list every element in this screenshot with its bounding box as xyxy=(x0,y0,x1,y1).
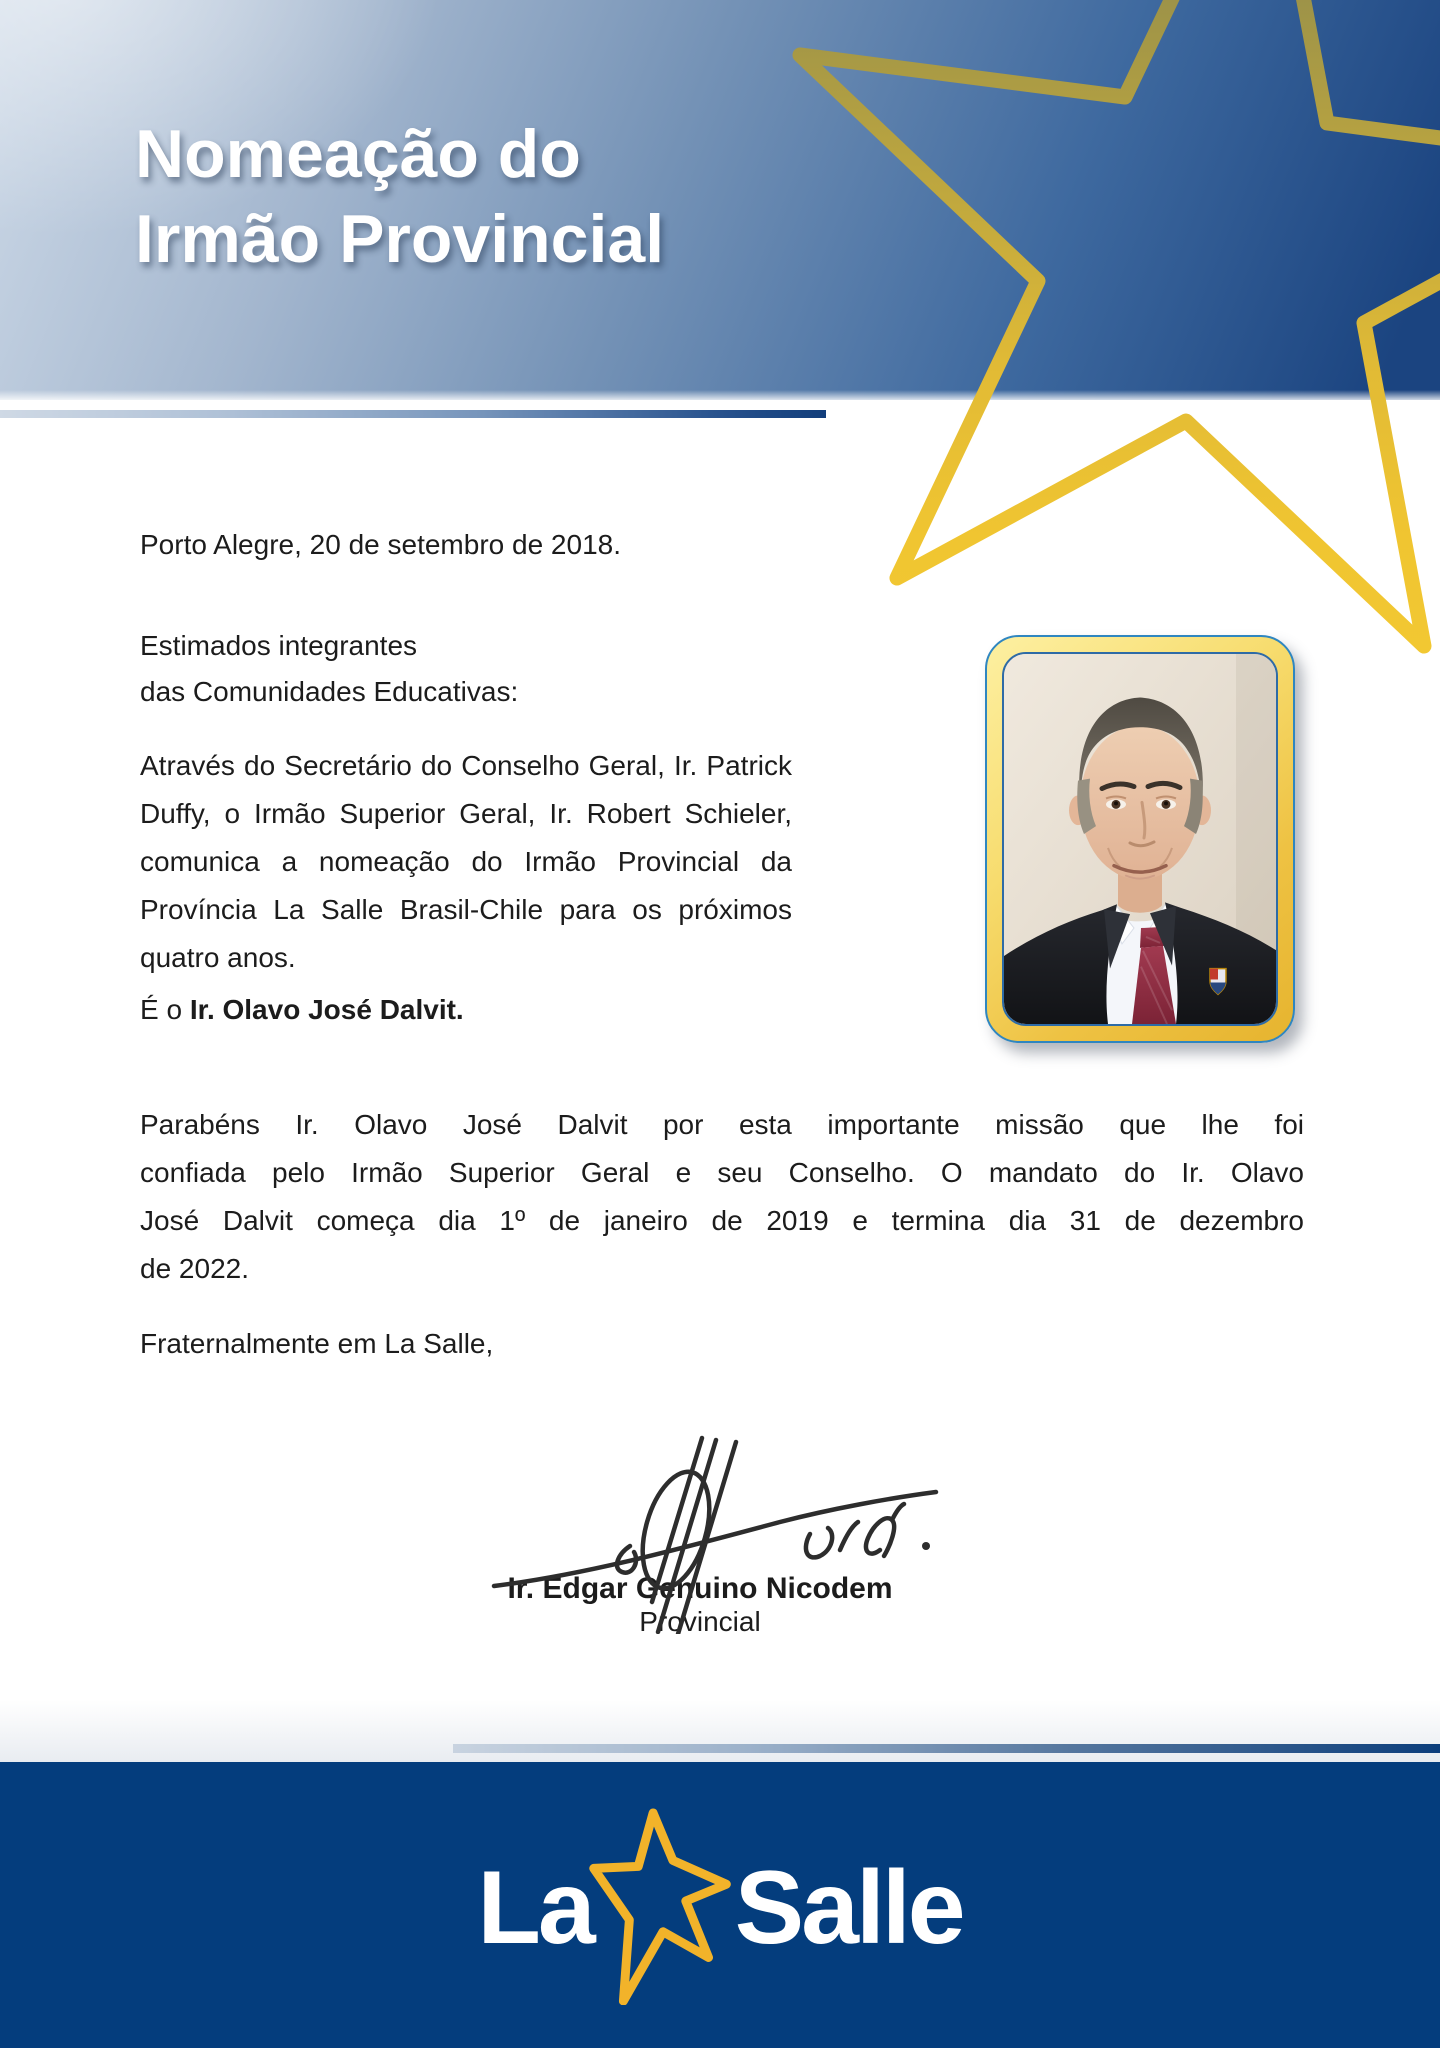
paragraph-2-line: confiada pelo Irmão Superior Geral e seu Conselho. O mandato do Ir. Olavo xyxy=(140,1157,1304,1188)
logo-star-icon xyxy=(589,1807,739,2005)
nominee-name: Ir. Olavo José Dalvit. xyxy=(189,994,464,1025)
title-line-2: Irmão Provincial xyxy=(135,201,665,277)
salutation-line-1: Estimados integrantes xyxy=(140,630,418,661)
paragraph-1-line: Província La Salle Brasil-Chile para os próximos xyxy=(140,894,792,925)
logo-text-la: La xyxy=(477,1850,593,1966)
footer-accent-line xyxy=(453,1744,1440,1753)
salutation-line-2: das Comunidades Educativas: xyxy=(140,676,519,707)
nominee-announcement xyxy=(140,986,464,1034)
footer-band xyxy=(0,1762,1440,2048)
portrait-photo-frame xyxy=(985,635,1295,1043)
header-accent-line xyxy=(0,410,826,418)
portrait-photo xyxy=(1002,652,1278,1026)
paragraph-2 xyxy=(140,1101,1304,1293)
title-line-1: Nomeação do xyxy=(135,116,581,192)
header-banner xyxy=(0,0,1440,400)
la-salle-logo xyxy=(477,1809,962,2007)
signer-name: Ir. Edgar Genuino Nicodem xyxy=(507,1572,893,1605)
paragraph-1 xyxy=(140,742,792,982)
paragraph-1-line: Através do Secretário do Conselho Geral, Ir. Patrick xyxy=(140,750,792,781)
paragraph-2-line: de 2022. xyxy=(140,1253,249,1284)
paragraph-1-line: quatro anos. xyxy=(140,942,296,973)
paragraph-2-line: Parabéns Ir. Olavo José Dalvit por esta importante missão que lhe foi xyxy=(140,1109,1304,1140)
signer-title: Provincial xyxy=(639,1606,761,1637)
page-title xyxy=(135,112,664,282)
closing-line: Fraternalmente em La Salle, xyxy=(140,1328,494,1359)
letter-date: Porto Alegre, 20 de setembro de 2018. xyxy=(140,529,621,560)
announcement-prefix: É o xyxy=(140,994,190,1025)
paragraph-2-line: José Dalvit começa dia 1º de janeiro de 2019 e termina dia 31 de dezembro xyxy=(140,1205,1304,1236)
portrait-illustration xyxy=(1004,654,1276,1024)
salutation xyxy=(140,623,518,715)
paragraph-1-line: comunica a nomeação do Irmão Provincial da xyxy=(140,846,792,877)
logo-text-salle: Salle xyxy=(734,1850,963,1966)
paragraph-1-line: Duffy, o Irmão Superior Geral, Ir. Robert Schieler, xyxy=(140,798,792,829)
signature-scribble-icon xyxy=(480,1434,960,1634)
